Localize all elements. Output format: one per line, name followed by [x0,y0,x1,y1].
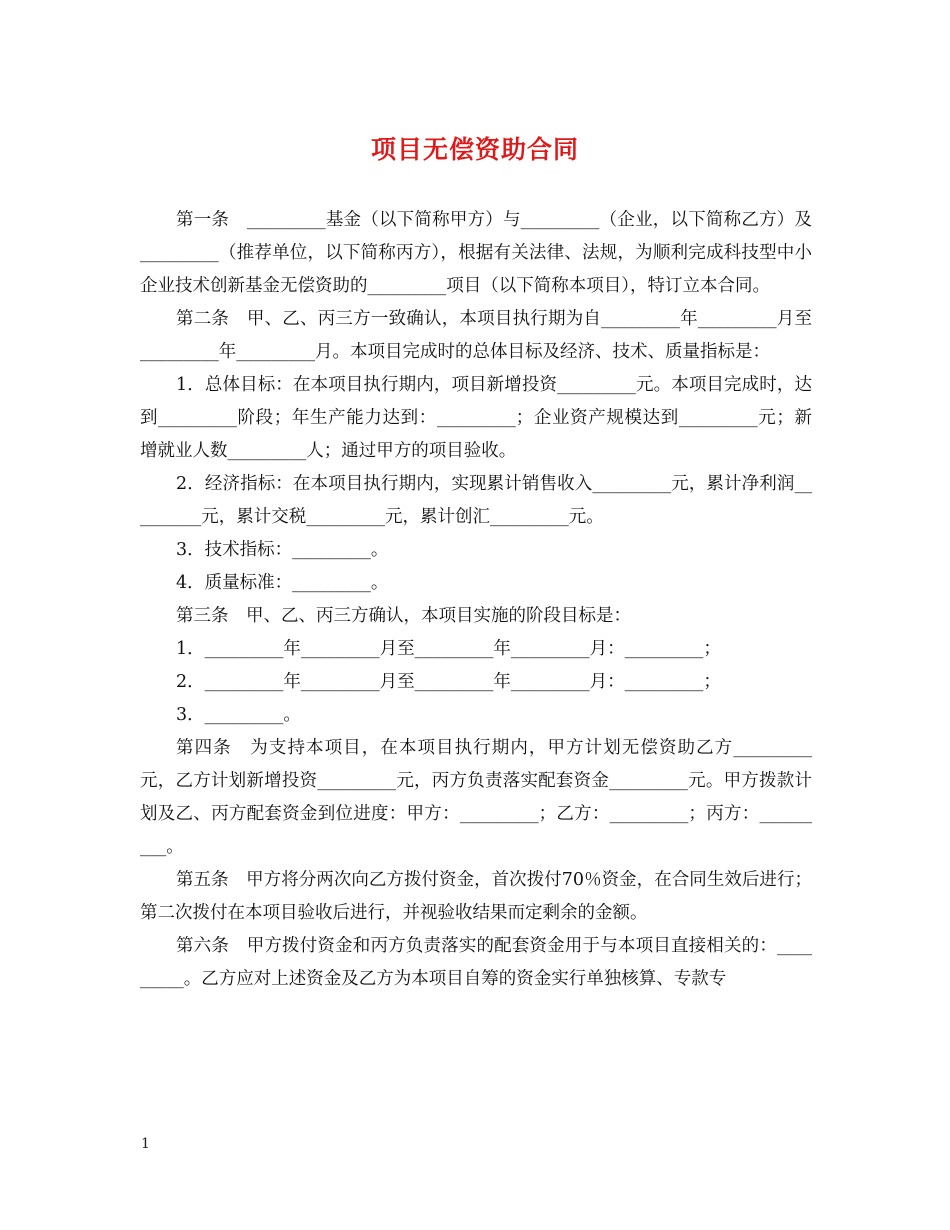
stage-goal-1: 1．_________年_________月至_________年_________月：_________； [176,639,721,659]
technical-indicators-paragraph: 3．技术指标：_________。 [176,540,389,560]
article-5-paragraph: 第五条 甲方将分两次向乙方拨付资金，首次拨付70％资金，在合同生效后进行；第二次拨付在本项目验收后进行，并视验收结果而定剩余的金额。 [140,870,812,923]
article-3-paragraph: 第三条 甲、乙、丙三方确认，本项目实施的阶段目标是： [176,606,631,626]
document-title: 项目无偿资助合同 [370,135,579,164]
article-6-paragraph: 第六条 甲方拨付资金和丙方负责落实的配套资金用于与本项目直接相关的：_________。乙方应对上述资金及乙方为本项目自筹的资金实行单独核算、专款专 [140,936,812,989]
stage-goal-3: 3．_________。 [176,705,301,725]
page-number: 1 [141,1136,150,1152]
article-4-paragraph: 第四条 为支持本项目，在本项目执行期内，甲方计划无偿资助乙方_________元，乙方计划新增投资_________元，丙方负责落实配套资金_________元。甲方拨款计划及乙、丙方配套资金到位进度：甲方：_________；乙方：_________；丙方：_________。 [140,738,812,857]
economic-indicators-paragraph: 2．经济指标：在本项目执行期内，实现累计销售收入_________元，累计净利润_________元，累计交税_________元，累计创汇_________元。 [140,474,812,527]
quality-standard-paragraph: 4．质量标准：_________。 [176,573,389,593]
article-1-paragraph: 第一条 _________基金（以下简称甲方）与_________（企业，以下简称乙方）及_________（推荐单位，以下简称丙方），根据有关法律、法规，为顺利完成科技型中小企业技术创新基金无偿资助的_________项目（以下简称本项目），特订立本合同。 [140,210,812,296]
contract-body [140,204,812,996]
article-2-paragraph: 第二条 甲、乙、丙三方一致确认，本项目执行期为自_________年_________月至_________年_________月。本项目完成时的总体目标及经济、技术、质量指标是： [140,309,812,362]
overall-goal-paragraph: 1．总体目标：在本项目执行期内，项目新增投资_________元。本项目完成时，达到_________阶段；年生产能力达到：_________；企业资产规模达到_________元；新增就业人数_________人；通过甲方的项目验收。 [140,375,812,461]
stage-goal-2: 2．_________年_________月至_________年_________月：_________； [176,672,721,692]
